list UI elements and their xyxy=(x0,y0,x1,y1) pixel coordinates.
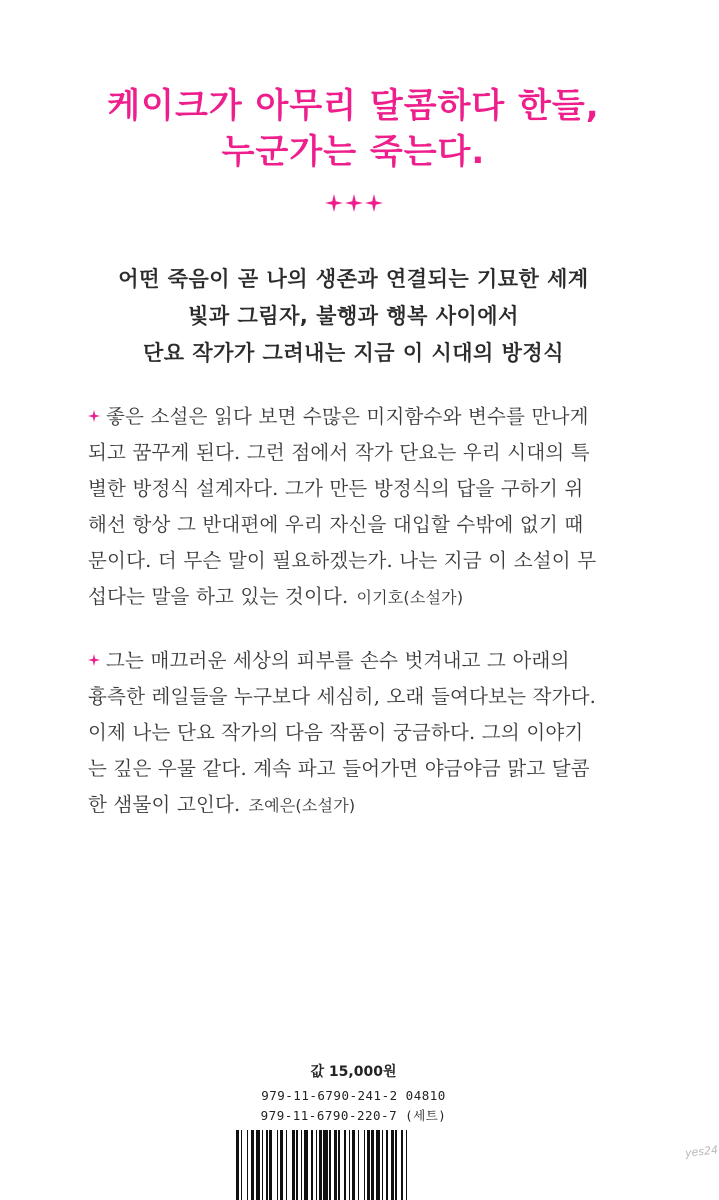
sparkle-bullet-icon xyxy=(88,410,100,422)
review-line xyxy=(88,579,628,616)
review-text: 그는 매끄러운 세상의 피부를 손수 벗겨내고 그 아래의 xyxy=(106,649,570,672)
review-text: 섭다는 말을 하고 있는 것이다. xyxy=(88,585,349,608)
review-line xyxy=(88,643,628,679)
headline-line-2: 누군가는 죽는다. xyxy=(221,132,486,172)
summary-line-3: 단요 작가가 그려내는 지금 이 시대의 방정식 xyxy=(142,341,564,365)
sparkle-icon xyxy=(365,194,383,212)
sparkle-divider xyxy=(0,194,707,212)
review-1 xyxy=(88,399,628,616)
barcode xyxy=(236,1130,472,1200)
watermark-logo: yes24 xyxy=(684,1143,719,1160)
review-author: 조예은(소설가) xyxy=(248,796,356,815)
sparkle-icon xyxy=(345,194,363,212)
sparkle-icon xyxy=(325,194,343,212)
review-line xyxy=(88,787,628,824)
summary-line-2: 빛과 그림자, 불행과 행복 사이에서 xyxy=(188,304,519,328)
review-line xyxy=(88,399,628,435)
review-author: 이기호(소설가) xyxy=(356,588,464,607)
review-text: 좋은 소설은 읽다 보면 수많은 미지함수와 변수를 만나게 xyxy=(106,405,589,428)
isbn-line-2: 979-11-6790-220-7 (세트) xyxy=(260,1108,447,1123)
review-line: 해선 항상 그 반대편에 우리 자신을 대입할 수밖에 없기 때 xyxy=(88,513,584,536)
sparkle-bullet-icon xyxy=(88,654,100,666)
review-2 xyxy=(88,643,628,824)
review-line: 별한 방정식 설계자다. 그가 만든 방정식의 답을 구하기 위 xyxy=(88,477,584,500)
headline-line-1: 케이크가 아무리 달콤하다 한들, xyxy=(107,86,600,126)
review-line: 는 깊은 우물 같다. 계속 파고 들어가면 야금야금 맑고 달콤 xyxy=(88,757,590,780)
summary-line-1: 어떤 죽음이 곧 나의 생존과 연결되는 기묘한 세계 xyxy=(118,267,589,291)
review-line: 이제 나는 단요 작가의 다음 작품이 궁금하다. 그의 이야기 xyxy=(88,721,584,744)
barcode-bar xyxy=(407,1130,409,1200)
review-line: 흉측한 레일들을 누구보다 세심히, 오래 들여다보는 작가다. xyxy=(88,685,597,708)
review-line: 문이다. 더 무슨 말이 필요하겠는가. 나는 지금 이 소설이 무 xyxy=(88,549,597,572)
review-line: 되고 꿈꾸게 된다. 그런 점에서 작가 단요는 우리 시대의 특 xyxy=(88,441,590,464)
review-text: 한 샘물이 고인다. xyxy=(88,793,241,816)
isbn-line-1: 979-11-6790-241-2 04810 xyxy=(261,1088,446,1103)
price-label: 값 15,000원 xyxy=(310,1064,397,1080)
